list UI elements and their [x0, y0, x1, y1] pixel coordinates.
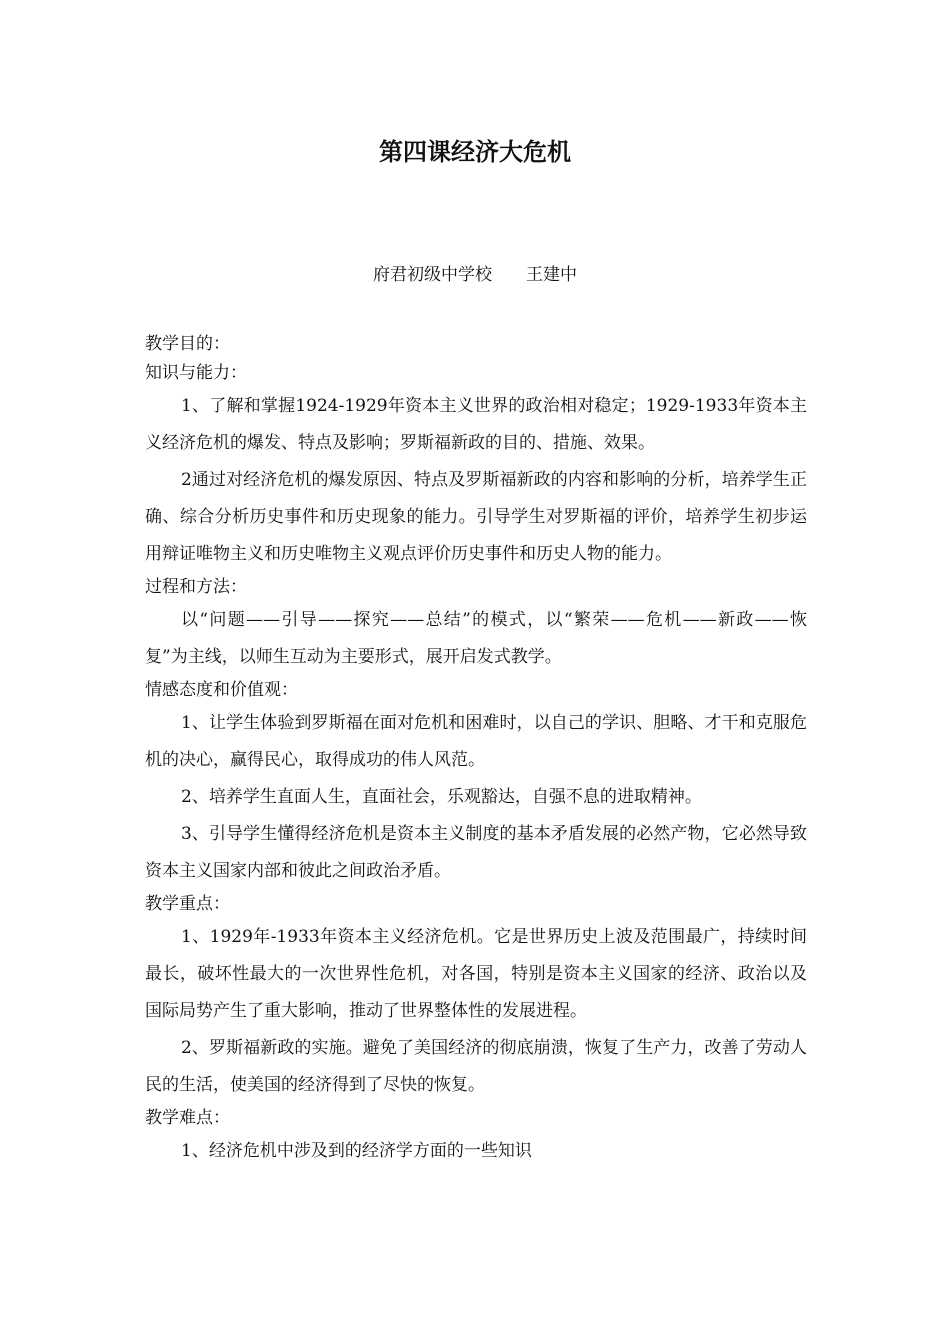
knowledge-paragraph-2: 2通过对经济危机的爆发原因、特点及罗斯福新政的内容和影响的分析，培养学生正确、综合分析历史事件和历史现象的能力。引导学生对罗斯福的评价，培养学生初步运用辩证唯物主义和历史唯物主义观点评价历史事件和历史人物的能力。 [145, 470, 807, 564]
emotion-paragraph-1: 1、让学生体验到罗斯福在面对危机和困难时，以自己的学识、胆略、才干和克服危机的决心，赢得民心，取得成功的伟人风范。 [145, 713, 807, 770]
difficulty-heading: 教学难点： [145, 1108, 230, 1128]
emotion-heading: 情感态度和价值观： [145, 680, 298, 700]
key-points-paragraph-2: 2、罗斯福新政的实施。避免了美国经济的彻底崩溃，恢复了生产力，改善了劳动人民的生活，使美国的经济得到了尽快的恢复。 [145, 1038, 807, 1095]
knowledge-paragraph-1: 1、了解和掌握1924-1929年资本主义世界的政治相对稳定；1929-1933年资本主义经济危机的爆发、特点及影响；罗斯福新政的目的、措施、效果。 [145, 396, 807, 453]
process-heading: 过程和方法： [145, 577, 247, 597]
emotion-paragraph-2: 2、培养学生直面人生，直面社会，乐观豁达，自强不息的进取精神。 [181, 787, 702, 807]
knowledge-heading: 知识与能力： [145, 363, 247, 383]
document-body [145, 330, 807, 1170]
difficulty-paragraph-1: 1、经济危机中涉及到的经济学方面的一些知识 [181, 1141, 532, 1161]
key-points-heading: 教学重点： [145, 894, 230, 914]
byline [0, 260, 950, 285]
key-points-paragraph-1: 1、1929年-1933年资本主义经济危机。它是世界历史上波及范围最广，持续时间最长，破坏性最大的一次世界性危机，对各国，特别是资本主义国家的经济、政治以及国际局势产生了重大影响，推动了世界整体性的发展进程。 [145, 927, 807, 1021]
author-name: 王建中 [526, 265, 577, 285]
emotion-paragraph-3: 3、引导学生懂得经济危机是资本主义制度的基本矛盾发展的必然产物，它必然导致资本主义国家内部和彼此之间政治矛盾。 [145, 824, 807, 881]
objectives-heading: 教学目的： [145, 334, 230, 354]
school-name: 府君初级中学校 [373, 265, 492, 285]
process-paragraph-1: 以“问题——引导——探究——总结”的模式，以“繁荣——危机——新政——恢复”为主线，以师生互动为主要形式，展开启发式教学。 [145, 610, 807, 667]
document-title: 第四课经济大危机 [379, 138, 571, 166]
